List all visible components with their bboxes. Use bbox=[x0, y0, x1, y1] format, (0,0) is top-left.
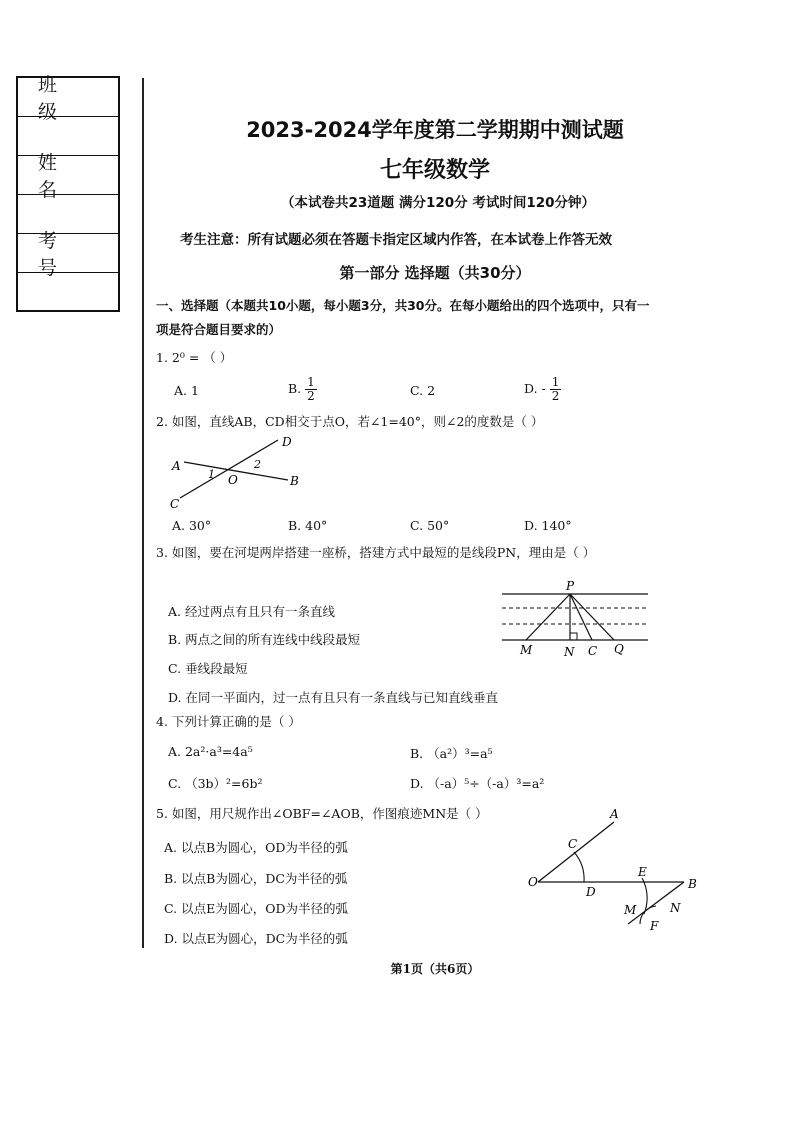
q1-option-a[interactable]: A. 1 bbox=[174, 383, 199, 398]
ray-oa bbox=[538, 822, 614, 882]
exam-number-label: 考号 bbox=[18, 234, 118, 273]
right-angle-mark bbox=[570, 633, 577, 640]
label-n: N bbox=[670, 901, 681, 915]
label-q: Q bbox=[614, 642, 624, 656]
q1-option-d[interactable] bbox=[524, 376, 561, 403]
exam-info: （本试卷共23道题 满分120分 考试时间120分钟） bbox=[280, 195, 596, 211]
part1-heading: 第一部分 选择题（共30分） bbox=[339, 264, 531, 282]
instruction-line1: 一、选择题（本题共10小题，每小题3分，共30分。在每小题给出的四个选项中，只有一 bbox=[156, 298, 650, 313]
q5-option-d[interactable]: D. 以点E为圆心，DC为半径的弧 bbox=[164, 931, 348, 946]
q1-b-denominator: 2 bbox=[307, 389, 315, 403]
q5-stem: 5. 如图，用尺规作出∠OBF=∠AOB，作图痕迹MN是（ ） bbox=[156, 806, 488, 821]
label-e: E bbox=[638, 865, 647, 879]
label-n: N bbox=[564, 645, 575, 658]
label-a: A bbox=[610, 807, 619, 821]
q1-option-b[interactable] bbox=[288, 376, 317, 403]
label-b: B bbox=[688, 877, 697, 891]
label-o: O bbox=[528, 875, 538, 889]
exam-subject: 七年级数学 bbox=[379, 158, 490, 183]
q1-option-b-fraction bbox=[305, 376, 317, 403]
label-b: B bbox=[290, 474, 299, 488]
q1-option-d-fraction bbox=[550, 376, 562, 403]
q3-option-a[interactable]: A. 经过两点有且只有一条直线 bbox=[168, 604, 335, 619]
q3-option-b[interactable]: B. 两点之间的所有连线中线段最短 bbox=[168, 632, 361, 647]
label-c: C bbox=[170, 497, 180, 511]
arc-cd bbox=[574, 852, 584, 882]
label-c: C bbox=[588, 644, 598, 658]
angle-2-label: 2 bbox=[254, 458, 261, 471]
label-p: P bbox=[566, 579, 575, 593]
q1-d-denominator: 2 bbox=[551, 389, 560, 403]
class-label: 班级 bbox=[18, 78, 118, 117]
q2-option-d[interactable]: D. 140° bbox=[524, 518, 572, 533]
page-number: 第1页（共6页） bbox=[390, 962, 480, 976]
q3-stem: 3. 如图，要在河堤两岸搭建一座桥，搭建方式中最短的是线段PN，理由是（ ） bbox=[156, 545, 596, 560]
label-m: M bbox=[624, 903, 637, 917]
q1-b-numerator: 1 bbox=[307, 375, 315, 389]
label-a: A bbox=[172, 459, 181, 473]
arc-ef bbox=[642, 878, 647, 914]
q4-option-c[interactable]: C. （3b）²=6b² bbox=[168, 776, 263, 791]
q1-option-b-prefix: B. bbox=[288, 381, 302, 396]
q3-option-d[interactable]: D. 在同一平面内，过一点有且只有一条直线与已知直线垂直 bbox=[168, 690, 499, 705]
line-cd bbox=[180, 440, 278, 498]
q2-option-b[interactable]: B. 40° bbox=[288, 518, 328, 533]
q5-option-a[interactable]: A. 以点B为圆心，OD为半径的弧 bbox=[164, 840, 348, 855]
q5-option-c[interactable]: C. 以点E为圆心，OD为半径的弧 bbox=[164, 901, 348, 916]
angle-1-label: 1 bbox=[208, 468, 215, 481]
q4-stem: 4. 下列计算正确的是（ ） bbox=[156, 714, 301, 729]
exam-notice: 考生注意：所有试题必须在答题卡指定区域内作答，在本试卷上作答无效 bbox=[180, 232, 612, 248]
student-info-table bbox=[16, 76, 120, 312]
label-f: F bbox=[650, 919, 659, 933]
name-label: 姓名 bbox=[18, 156, 118, 195]
label-m: M bbox=[520, 643, 533, 657]
q4-option-b[interactable]: B. （a²）³=a⁵ bbox=[410, 746, 493, 761]
binding-line bbox=[142, 78, 144, 948]
q2-stem: 2. 如图，直线AB，CD相交于点O，若∠1=40°，则∠2的度数是（ ） bbox=[156, 414, 544, 429]
q5-construction-figure bbox=[524, 806, 714, 936]
q2-figure bbox=[166, 432, 316, 512]
q3-option-c[interactable]: C. 垂线段最短 bbox=[168, 661, 248, 676]
q5-option-b[interactable]: B. 以点B为圆心，DC为半径的弧 bbox=[164, 871, 348, 886]
q4-option-d[interactable]: D. （-a）⁵÷（-a）³=a² bbox=[410, 776, 545, 791]
label-d: D bbox=[586, 885, 596, 899]
q2-option-c[interactable]: C. 50° bbox=[410, 518, 450, 533]
q1-option-c[interactable]: C. 2 bbox=[410, 383, 436, 398]
q3-river-figure bbox=[496, 578, 656, 658]
q2-option-a[interactable]: A. 30° bbox=[172, 518, 212, 533]
q1-option-d-prefix: D. - bbox=[524, 381, 546, 396]
label-o: O bbox=[228, 473, 238, 487]
q1-d-numerator: 1 bbox=[551, 375, 560, 389]
label-c: C bbox=[568, 837, 578, 851]
q4-option-a[interactable]: A. 2a²·a³=4a⁵ bbox=[168, 744, 253, 759]
segment-pm bbox=[526, 594, 570, 640]
instruction-line2: 项是符合题目要求的） bbox=[156, 322, 282, 337]
label-d: D bbox=[282, 435, 292, 449]
q1-stem: 1. 2⁰ = （ ） bbox=[156, 350, 233, 365]
exam-title: 2023-2024学年度第二学期期中测试题 bbox=[246, 118, 624, 142]
